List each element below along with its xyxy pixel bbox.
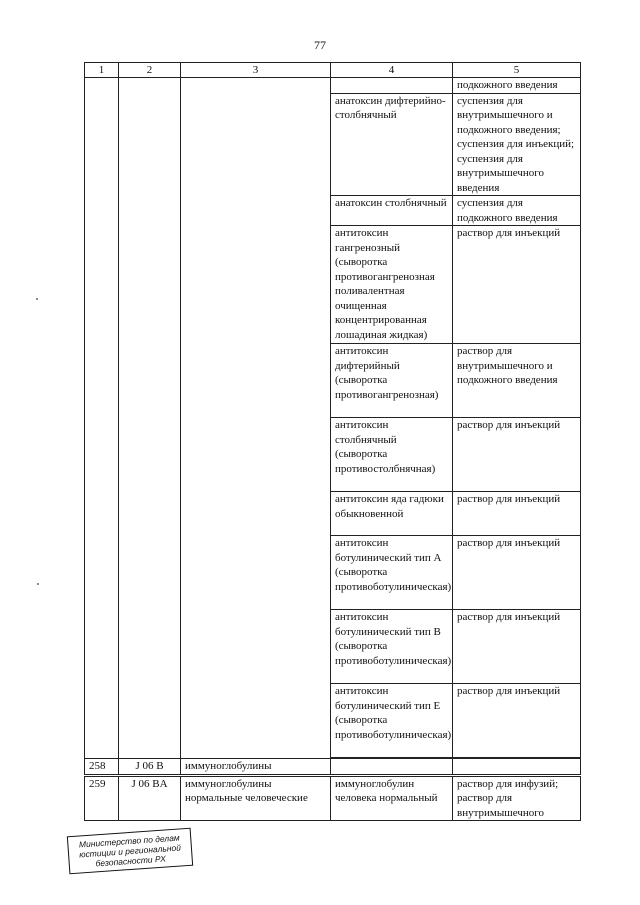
cell-name: анатоксин столбнячный (331, 196, 453, 226)
col-header-2: 2 (119, 63, 181, 78)
cell-group: иммуноглобулины нормальные человеческие (181, 775, 331, 821)
cell-name: анатоксин дифтерийно-столбнячный (331, 93, 453, 196)
cell-form-empty (453, 759, 581, 776)
cell-form: раствор для инъекций (453, 492, 581, 536)
cell-form: суспензия для внутримышечного и подкожного введения; суспензия для инъекций; суспензия для внутримышечного введения (453, 93, 581, 196)
cell-name: антитоксин столбнячный (сыворотка противостолбнячная) (331, 418, 453, 492)
scan-speck (37, 583, 39, 585)
cell-name: антитоксин гангренозный (сыворотка противогангренозная поливалентная очищенная концентрированная лошадиная жидкая) (331, 226, 453, 344)
col-header-5: 5 (453, 63, 581, 78)
cell-form: раствор для инъекций (453, 684, 581, 758)
cell-name: антитоксин ботулинический тип А (сыворотка противоботулиническая) (331, 536, 453, 610)
cell-form: раствор для инъекций (453, 610, 581, 684)
page-number: 77 (314, 38, 326, 52)
table-row-259 (85, 775, 581, 821)
cell-group-empty (181, 78, 331, 759)
table-row-258 (85, 759, 581, 776)
ministry-stamp: Министерство по делам юстиции и региональной безопасности РХ (67, 828, 193, 875)
cell-code: J 06 B (119, 759, 181, 776)
cell-form: раствор для инъекций (453, 418, 581, 492)
drug-table (84, 62, 581, 821)
cell-code-empty (119, 78, 181, 759)
cell-name: антитоксин яда гадюки обыкновенной (331, 492, 453, 536)
table-row (85, 78, 581, 94)
cell-name: антитоксин ботулинический тип В (сыворотка противоботулиническая) (331, 610, 453, 684)
cell-form: раствор для инъекций (453, 536, 581, 610)
cell-form: подкожного введения (453, 78, 581, 94)
cell-name-empty (331, 78, 453, 94)
cell-num-empty (85, 78, 119, 759)
cell-code: J 06 BA (119, 775, 181, 821)
cell-num: 258 (85, 759, 119, 776)
cell-name: антитоксин дифтерийный (сыворотка противогангренозная) (331, 344, 453, 418)
cell-num: 259 (85, 775, 119, 821)
header-row (85, 63, 581, 78)
scan-speck (36, 298, 38, 300)
cell-form: раствор для инфузий; раствор для внутримышечного (453, 775, 581, 821)
cell-form: раствор для внутримышечного и подкожного введения (453, 344, 581, 418)
col-header-4: 4 (331, 63, 453, 78)
col-header-1: 1 (85, 63, 119, 78)
col-header-3: 3 (181, 63, 331, 78)
cell-name: иммуноглобулин человека нормальный (331, 775, 453, 821)
cell-name: антитоксин ботулинический тип Е (сыворотка противоботулиническая) (331, 684, 453, 758)
cell-form: раствор для инъекций (453, 226, 581, 344)
cell-name-empty (331, 759, 453, 776)
cell-form: суспензия для подкожного введения (453, 196, 581, 226)
cell-group: иммуноглобулины (181, 759, 331, 776)
